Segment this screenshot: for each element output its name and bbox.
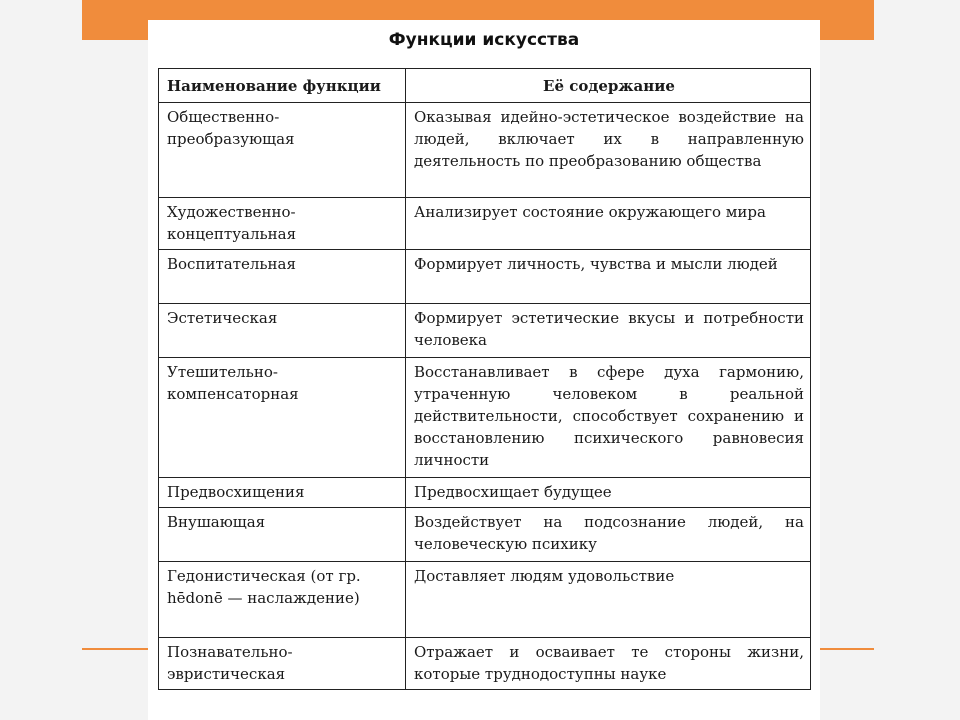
function-content: Восстанавливает в сфере духа гармонию, утраченную человеком в реальной действительности, способствует сохранению и восстановлению психического равновесия личности — [406, 358, 811, 478]
table-row — [159, 478, 811, 508]
accent-line-right — [818, 648, 874, 650]
function-content: Формирует личность, чувства и мысли людей — [406, 250, 811, 304]
functions-table — [158, 68, 811, 690]
function-name: Утешительно-компенсаторная — [159, 358, 406, 478]
table-row — [159, 103, 811, 198]
header-function-content: Её содержание — [406, 69, 811, 103]
function-name: Познавательно-эвристическая — [159, 638, 406, 690]
table-row — [159, 304, 811, 358]
table-row — [159, 638, 811, 690]
function-name: Художественно-концептуальная — [159, 198, 406, 250]
function-name: Гедонистическая (от гр. hēdonē — наслаждение) — [159, 562, 406, 638]
function-content: Отражает и осваивает те стороны жизни, которые труднодоступны науке — [406, 638, 811, 690]
function-content: Предвосхищает будущее — [406, 478, 811, 508]
table-header-row — [159, 69, 811, 103]
table-row — [159, 198, 811, 250]
function-name: Внушающая — [159, 508, 406, 562]
function-name: Воспитательная — [159, 250, 406, 304]
function-content: Воздействует на подсознание людей, на человеческую психику — [406, 508, 811, 562]
slide-card — [148, 20, 820, 720]
table-row — [159, 508, 811, 562]
function-content: Анализирует состояние окружающего мира — [406, 198, 811, 250]
table-row — [159, 562, 811, 638]
function-content: Доставляет людям удовольствие — [406, 562, 811, 638]
page-title: Функции искусства — [388, 30, 580, 50]
accent-line-left — [82, 648, 148, 650]
table-row — [159, 358, 811, 478]
header-function-name: Наименование функции — [159, 69, 406, 103]
function-content: Формирует эстетические вкусы и потребности человека — [406, 304, 811, 358]
function-name: Предвосхищения — [159, 478, 406, 508]
function-name: Эстетическая — [159, 304, 406, 358]
function-content: Оказывая идейно-эстетическое воздействие на людей, включает их в направленную деятельность по преобразованию общества — [406, 103, 811, 198]
table-row — [159, 250, 811, 304]
function-name: Общественно-преобразующая — [159, 103, 406, 198]
